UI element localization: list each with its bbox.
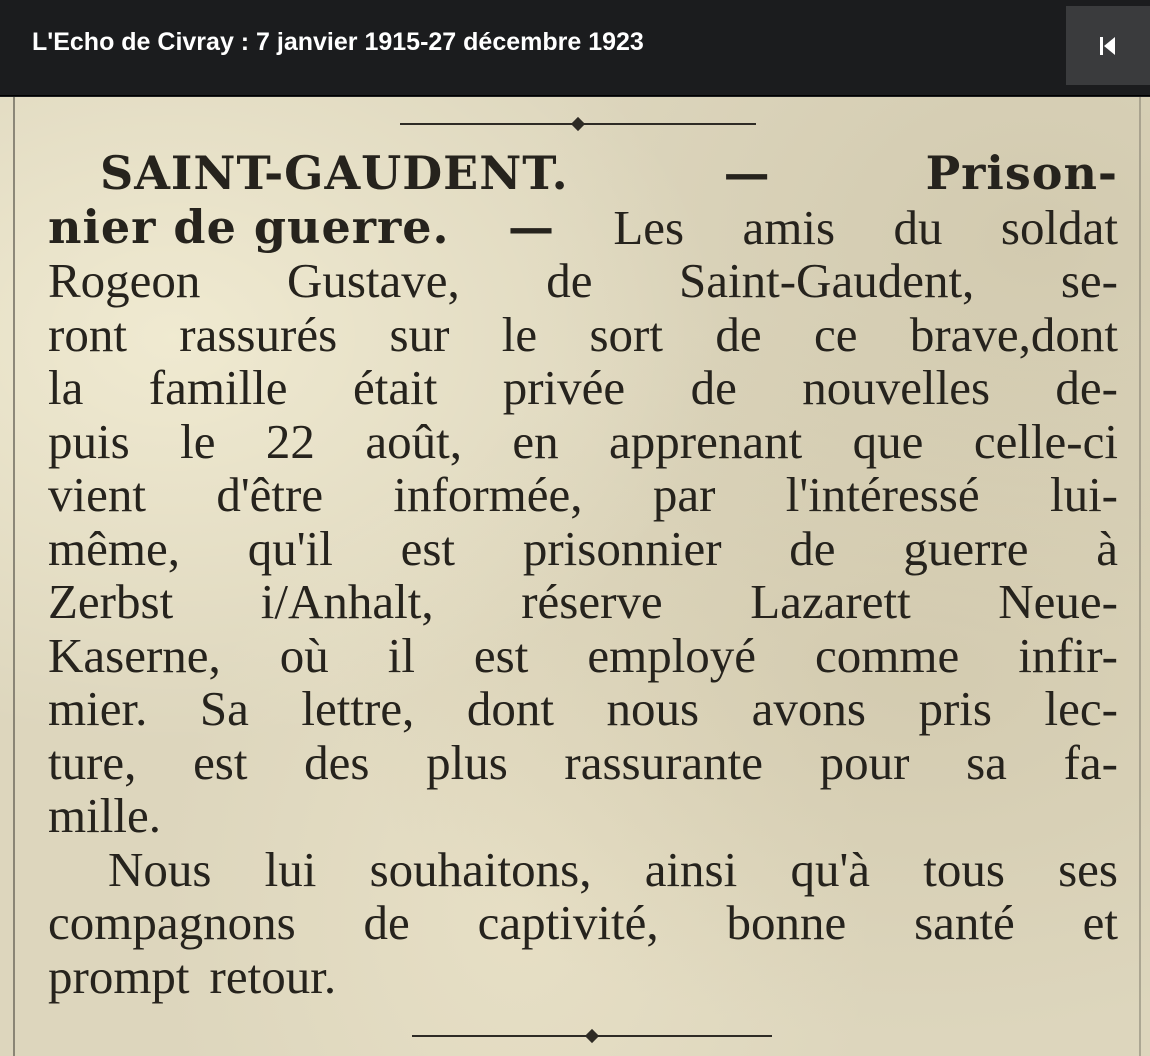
article-line [48, 361, 1118, 415]
article-word: qu'il [247, 520, 333, 576]
separator-ornament-bottom [412, 1029, 772, 1043]
article-word: il [387, 627, 415, 683]
viewer-header [0, 0, 1150, 96]
article-word: et [1082, 895, 1118, 950]
article-word: lec- [1044, 681, 1118, 736]
article-word: ce [813, 306, 858, 362]
article-word: Neue- [998, 574, 1118, 629]
article-word: pour [819, 734, 910, 790]
article-word: lui- [1049, 467, 1118, 522]
separator-ornament-top [400, 117, 756, 131]
article-word: brave,dont [909, 306, 1118, 362]
article-word: Zerbst [48, 574, 174, 629]
article-word: de- [1055, 360, 1118, 415]
article-word: soldat [1000, 199, 1118, 255]
article-line [48, 522, 1118, 576]
article-word: Saint-Gaudent, [679, 253, 975, 308]
skip-back-icon [1100, 37, 1116, 55]
article-line [48, 415, 1118, 469]
column-rule-left [13, 97, 15, 1056]
article-word: d'être [216, 467, 324, 522]
article-word: sur [389, 306, 450, 362]
article-word: plus [426, 734, 508, 790]
article-word: l'intéressé [785, 467, 980, 522]
article-word: tous [923, 841, 1005, 897]
article-word: août, [365, 413, 462, 469]
article-word: — [723, 146, 771, 200]
article-word: 22 [265, 413, 315, 469]
article-word: même, [48, 520, 180, 576]
article-word: mille. [48, 788, 161, 843]
article-word: le [180, 413, 216, 469]
article-word: Les [613, 199, 685, 255]
article-word: informée, [393, 467, 583, 522]
article-word: rassurés [179, 306, 338, 362]
article-word: de [546, 253, 593, 308]
article-word: se- [1060, 253, 1118, 308]
article-word: ses [1058, 841, 1118, 897]
article-word: du [893, 199, 943, 255]
skip-back-button[interactable] [1066, 6, 1150, 85]
article-word: i/Anhalt, [260, 574, 434, 629]
article-word: nier de guerre. [48, 199, 450, 254]
article-word: ront [48, 306, 127, 362]
article-word: famille [148, 360, 288, 415]
article-line [48, 308, 1118, 362]
article-line [48, 575, 1118, 629]
article-word: souhaitons, [369, 841, 592, 897]
article-word: de [715, 306, 762, 362]
article-word: celle-ci [973, 413, 1118, 469]
article-word: nous [606, 681, 700, 736]
article-word: lui [264, 841, 317, 897]
article-word: prisonnier [522, 520, 722, 576]
article-line [48, 950, 1118, 1004]
article-line [48, 147, 1118, 201]
article-word: compagnons [48, 895, 296, 950]
column-rule-right [1139, 97, 1141, 1056]
article-word: de [690, 360, 737, 415]
article-word: retour. [209, 948, 337, 1004]
article-word: guerre [903, 520, 1029, 576]
article-word: employé [587, 627, 757, 683]
article-word: amis [742, 199, 836, 255]
article-word: prompt [48, 948, 190, 1004]
article-word: que [852, 413, 924, 469]
article-word: Sa [199, 681, 249, 736]
article-line [48, 468, 1118, 522]
article-word: en [512, 413, 559, 469]
article-word: des [304, 734, 370, 790]
article-line [48, 789, 1118, 843]
article-word: la [48, 360, 84, 415]
article-word: SAINT-GAUDENT. [100, 146, 569, 200]
article-word: où [279, 627, 329, 683]
article-word: rassurante [564, 734, 764, 790]
article-word: Rogeon [48, 253, 201, 308]
article-word: dont [466, 681, 554, 736]
article-word: nouvelles [802, 360, 991, 415]
article-word: réserve [521, 574, 663, 629]
article-word: captivité, [477, 895, 659, 950]
article-word: Lazarett [750, 574, 911, 629]
article-word: fa- [1063, 734, 1118, 790]
scanned-page [0, 97, 1150, 1056]
article-line [48, 843, 1118, 897]
article-word: privée [502, 360, 626, 415]
article-word: puis [48, 413, 130, 469]
document-title: L'Echo de Civray : 7 janvier 1915-27 décembre 1923 [32, 28, 644, 56]
article-word: avons [751, 681, 866, 736]
article-word: vient [48, 467, 146, 522]
article-line [48, 896, 1118, 950]
article-line [48, 254, 1118, 308]
article-word: à [1096, 520, 1118, 576]
article-word: est [193, 734, 248, 790]
article-word: pris [918, 681, 992, 736]
article-word: lettre, [301, 681, 415, 736]
article-text [48, 147, 1118, 1003]
article-word: de [363, 895, 410, 950]
article-line [48, 682, 1118, 736]
article-line [48, 629, 1118, 683]
article-word: mier. [48, 681, 148, 736]
article-word: Nous [108, 841, 212, 897]
article-word: ture, [48, 734, 137, 790]
article-word: santé [914, 895, 1015, 950]
article-word: apprenant [609, 413, 803, 469]
article-word: comme [815, 627, 960, 683]
article-line [48, 736, 1118, 790]
article-word: par [652, 467, 716, 522]
article-word: Gustave, [286, 253, 460, 308]
article-word: — [507, 199, 555, 254]
article-word: ainsi [644, 841, 738, 897]
article-word: infir- [1018, 627, 1118, 683]
article-word: est [473, 627, 529, 683]
article-word: le [501, 306, 538, 362]
article-word: qu'à [790, 841, 871, 897]
article-word: sa [966, 734, 1007, 790]
article-word: est [400, 520, 456, 576]
article-line [48, 201, 1118, 255]
article-word: de [789, 520, 836, 576]
article-word: Kaserne, [48, 627, 221, 683]
article-word: Prison- [925, 146, 1118, 200]
article-word: sort [589, 306, 663, 362]
article-word: était [352, 360, 438, 415]
article-word: bonne [726, 895, 847, 950]
